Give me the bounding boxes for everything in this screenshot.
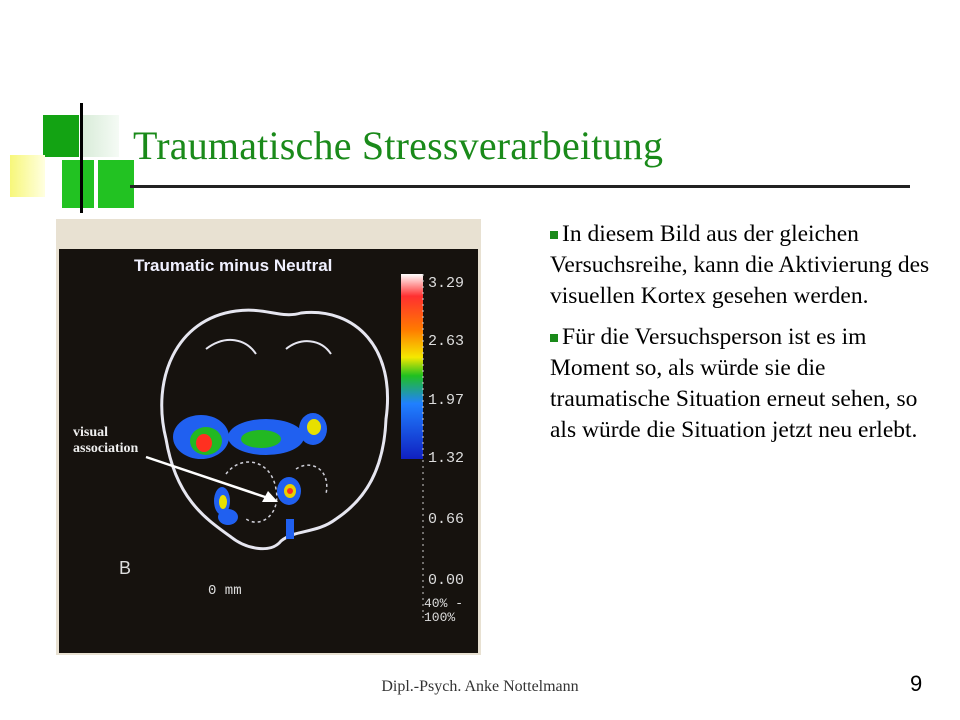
depth-label: 0 mm xyxy=(208,583,242,599)
deco-square-yellow xyxy=(10,155,45,197)
bullet-text: Für die Versuchsperson ist es im Moment so, als würde sie die traumatische Situation erneut sehen, so als würde die Situation jetzt neu erlebt. xyxy=(550,324,918,443)
scale-bottom-label: 100% xyxy=(424,610,456,625)
deco-square-green-2 xyxy=(62,160,94,208)
scale-value: 0.00 xyxy=(428,572,465,589)
scale-bottom-label: 40% - xyxy=(424,596,464,611)
color-scale-bar xyxy=(401,274,423,459)
scale-value: 1.97 xyxy=(428,392,465,409)
scale-value: 0.66 xyxy=(428,511,465,528)
scale-value: 2.63 xyxy=(428,333,465,350)
page-number: 9 xyxy=(910,671,923,696)
bullet-list xyxy=(550,219,945,456)
scan-title: Traumatic minus Neutral xyxy=(134,256,333,275)
bullet-item xyxy=(550,322,945,446)
scale-value: 3.29 xyxy=(428,275,465,292)
deco-square-green xyxy=(43,115,79,157)
annotation-line-1: visual xyxy=(73,425,109,440)
slide-title: Traumatische Stressverarbeitung xyxy=(133,123,664,168)
deco-vertical-line xyxy=(80,103,83,213)
deco-square-pale xyxy=(83,115,119,157)
brain-scan-image xyxy=(56,219,481,655)
bullet-icon xyxy=(550,231,558,239)
bullet-text: In diesem Bild aus der gleichen Versuchsreihe, kann die Aktivierung des visuellen Kortex gesehen werden. xyxy=(550,221,930,309)
panel-label: B xyxy=(119,558,132,578)
deco-square-green-3 xyxy=(98,160,134,208)
annotation-line-2: association xyxy=(73,441,139,456)
scale-value: 1.32 xyxy=(428,450,465,467)
bullet-icon xyxy=(550,334,558,342)
title-rule xyxy=(130,185,910,188)
bullet-item xyxy=(550,219,945,312)
footer-author: Dipl.-Psych. Anke Nottelmann xyxy=(381,678,579,695)
